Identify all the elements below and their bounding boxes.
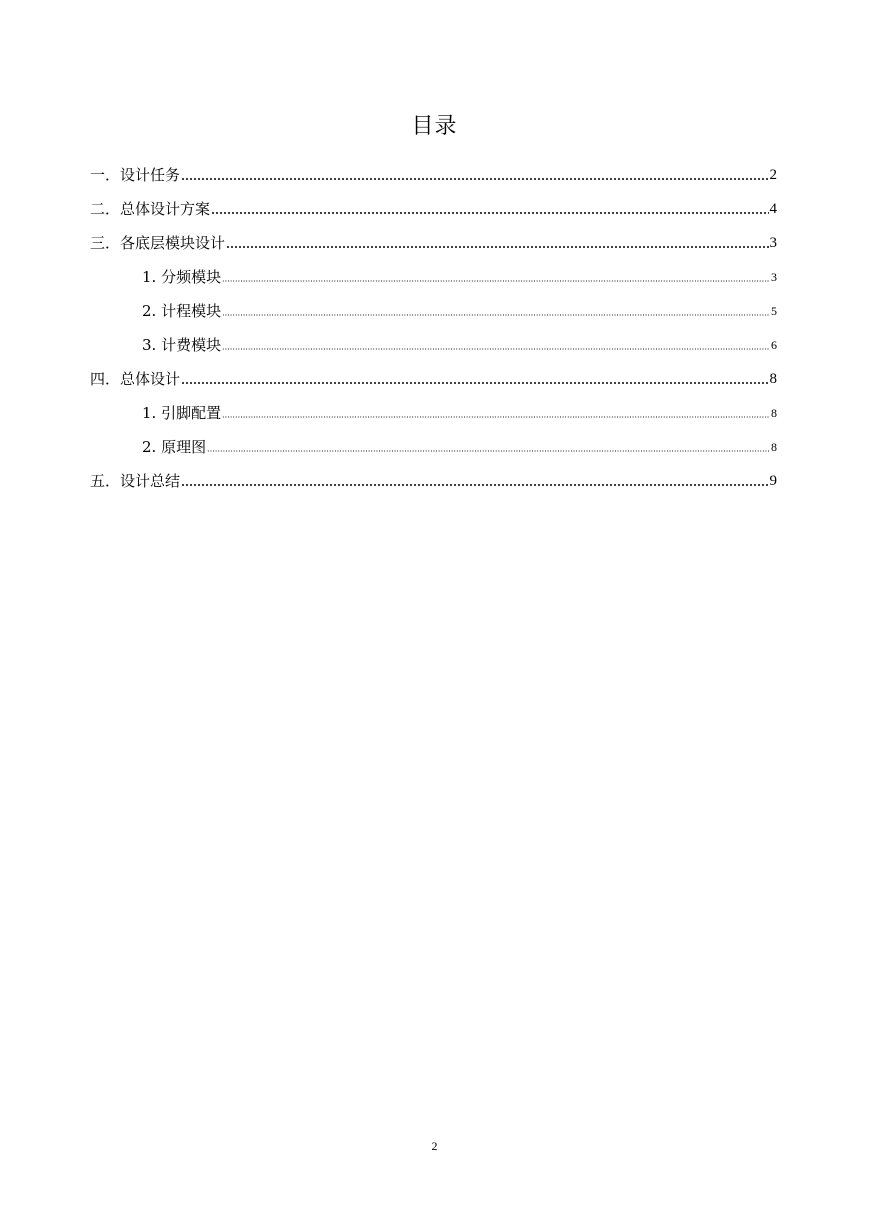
toc-entry-page: 5 <box>771 304 777 318</box>
toc-entry-label: 1. 引脚配置 <box>142 404 222 422</box>
toc-entry-page: 3 <box>769 235 777 251</box>
toc-entry-page: 8 <box>771 440 777 454</box>
toc-entry-distance-module[interactable] <box>142 296 777 320</box>
toc-dot-leader <box>181 382 768 384</box>
toc-entry-page: 8 <box>771 406 777 420</box>
toc-entry-pin-config[interactable] <box>142 398 777 422</box>
toc-dot-leader <box>222 314 770 316</box>
toc-entry-design-task[interactable] <box>90 160 777 184</box>
toc-entry-label: 2. 计程模块 <box>142 302 222 320</box>
toc-dot-leader <box>181 484 768 486</box>
toc-entry-page: 6 <box>771 338 777 352</box>
toc-entry-overall-design[interactable] <box>90 364 777 388</box>
toc-entry-label: 3. 计费模块 <box>142 336 222 354</box>
toc-dot-leader <box>226 246 768 248</box>
toc-entry-billing-module[interactable] <box>142 330 777 354</box>
toc-entry-label: 二．总体设计方案 <box>90 200 211 218</box>
toc-entry-summary[interactable] <box>90 466 777 490</box>
toc-entry-label: 三．各底层模块设计 <box>90 234 226 252</box>
toc-entry-page: 9 <box>769 473 777 489</box>
toc-entry-divider-module[interactable] <box>142 262 777 286</box>
toc-dot-leader <box>207 450 770 452</box>
toc-entry-page: 3 <box>771 270 777 284</box>
toc-dot-leader <box>211 212 768 214</box>
toc-dot-leader <box>222 280 770 282</box>
toc-entry-label: 一．设计任务 <box>90 166 181 184</box>
toc-entry-label: 2. 原理图 <box>142 438 207 456</box>
page-title: 目录 <box>411 114 458 139</box>
toc-dot-leader <box>222 416 770 418</box>
toc-entry-page: 8 <box>769 371 777 387</box>
toc-entry-schematic[interactable] <box>142 432 777 456</box>
toc-dot-leader <box>222 348 770 350</box>
toc-entry-overall-scheme[interactable] <box>90 194 777 218</box>
toc-entry-module-design[interactable] <box>90 228 777 252</box>
toc-entry-label: 1. 分频模块 <box>142 268 222 286</box>
toc-entry-page: 2 <box>769 167 777 183</box>
toc-dot-leader <box>181 178 768 180</box>
toc-entry-label: 五．设计总结 <box>90 472 181 490</box>
page-number-footer: 2 <box>431 1139 438 1153</box>
toc-entry-label: 四．总体设计 <box>90 370 181 388</box>
toc-entry-page: 4 <box>769 201 777 217</box>
